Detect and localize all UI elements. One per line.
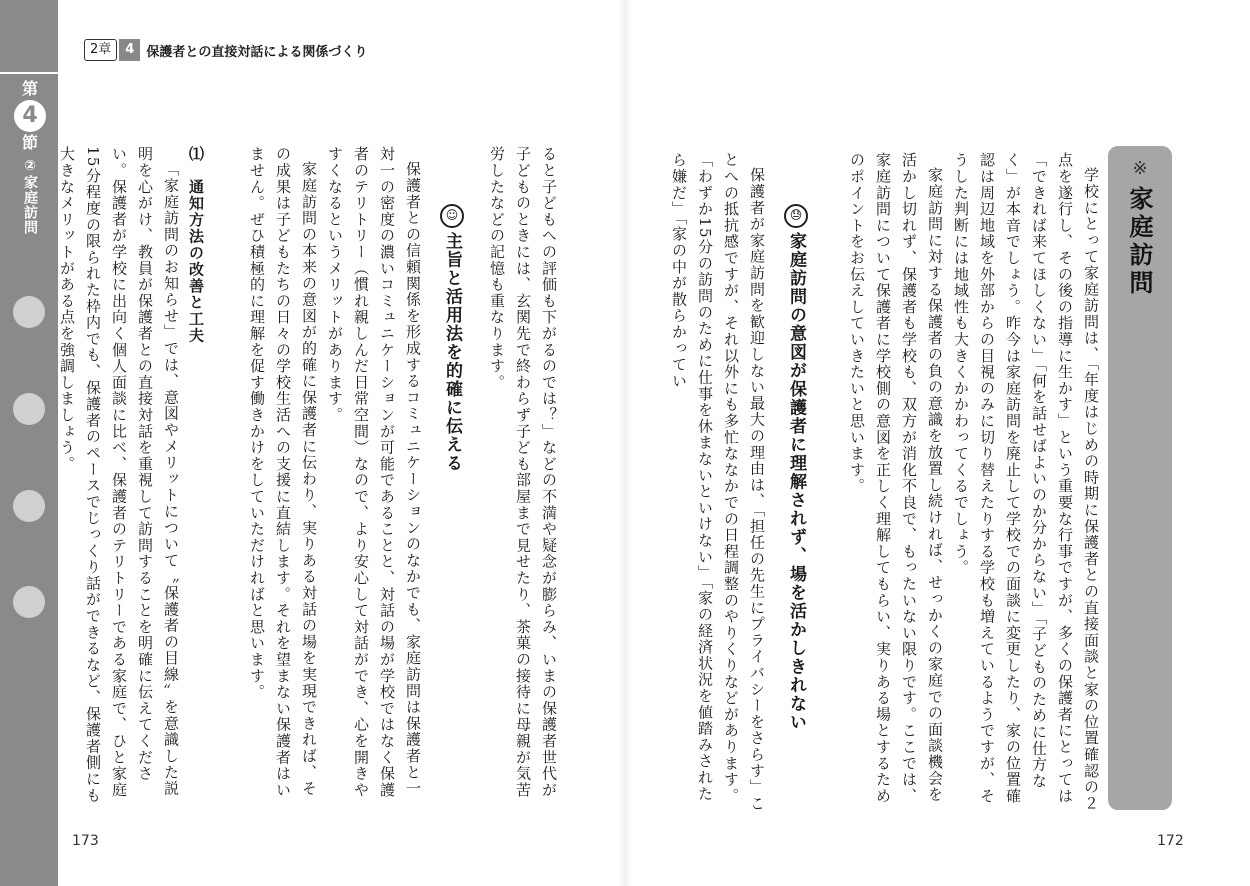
tab-dot [13, 393, 45, 425]
heading-problem [784, 204, 809, 804]
tab-divider [0, 72, 58, 74]
body-paragraph-2a: 保護者との信頼関係を形成するコミュニケーションのなかでも、家庭訪問は保護者と一対一の密度の濃いコミュニケーションが可能であることと、対話の場が学校ではなく保護者のテリトリー（慣れ親しんだ日常空間）なので、より安心して対話ができ、心を開きやすくなるというメリットがあります。 [326, 146, 422, 798]
intro-paragraph-2: 家庭訪問に対する保護者の負の意識を放置し続ければ、せっかくの家庭での面談機会を活かし切れず、保護者も学校も、双方が消化不良で、もったいない限りです。ここでは、家庭訪問について保護者に学校側の意図を正しく理解してもらい、実りある場とするためのポイントをお伝えしていきたいと思います。 [848, 152, 944, 804]
page-title-box [1108, 146, 1172, 810]
subheading-notification: ⑴ 通知方法の改善と工夫 [187, 146, 205, 344]
spine-shadow [618, 0, 632, 886]
page-number-right: 172 [1157, 833, 1184, 849]
right-intro-text [842, 152, 1104, 812]
body-paragraph-3: 「家庭訪問のお知らせ」では、意図やメリットについて〝保護者の目線〟を意識した説明を心がけ、教員が保護者との直接対話を重視して訪問することを明確に伝えてください。保護者が学校に出向く個人面談に比べ、保護者のテリトリーである家庭で、ひと家庭15分程度の限られた枠内でも、保護者のペースでじっくり話ができるなど、保護者側にも大きなメリットがある点を強調しましょう。 [58, 146, 180, 804]
section-dai: 第 [21, 79, 38, 98]
heading-solution [440, 204, 465, 804]
page-number-left: 173 [72, 833, 99, 849]
header-section-number: 4 [119, 39, 140, 61]
left-continued-text [482, 146, 562, 806]
heading-solution-text: 主旨と活用法を的確に伝える [442, 232, 462, 473]
title-ornament-icon: ※ [1132, 158, 1148, 179]
left-body-text-2 [58, 146, 184, 806]
intro-paragraph-1: 学校にとって家庭訪問は、「年度はじめの時期に保護者との直接面談と家の位置確認の２点を遂行し、その後の指導に生かす」という重要な行事ですが、多くの保護者にとっては「できれば来てほしくない」「何を話せばよいのか分からない」「子どものために仕方なく」が本音でしょう。昨今は家庭訪問を廃止して学校での面談に変更したり、家の位置確認は周辺地域を外部からの目視のみに切り替えたりする学校も増えているようですが、そうした判断には地域性も大きくかかわってくるでしょう。 [952, 152, 1100, 812]
continued-paragraph: ると子どもへの評価も下がるのでは？」などの不満や疑念が膨らみ、いまの保護者世代が子どものときには、玄関先で終わらず子ども部屋まで見せたり、茶菓の接待に母親が気苦労したなどの記憶も重なります。 [488, 146, 558, 798]
worried-face-icon: 😓 [784, 204, 808, 228]
body-paragraph-1: 保護者が家庭訪問を歓迎しない最大の理由は、「担任の先生にプライバシーをさらす」ことへの抵抗感ですが、それ以外にも多忙ななかでの日程調整のやりくりなどがあります。「わずか15分の訪問のために仕事を休まないといけない」「家の経済状況を値踏みされたら嫌だ」「家の中が散らかってい [670, 152, 766, 812]
section-mark [8, 80, 52, 152]
page-title: 家庭訪問 [1125, 186, 1153, 298]
smiling-face-icon: ☺ [440, 204, 464, 228]
section-tab-strip [0, 0, 58, 886]
running-header [84, 39, 367, 61]
body-paragraph-2b: 家庭訪問の本来の意図が的確に保護者に伝わり、実りある対話の場を実現できれば、その成果は子どもたちの日々の学校生活への支援に直結します。それを望まない保護者はいません。ぜひ積極的に理解を促す働きかけをしていただければと思います。 [248, 146, 318, 798]
heading-problem-text: 家庭訪問の意図が保護者に理解されず、場を活かしきれない [786, 232, 806, 732]
section-setsu: 節 [21, 133, 38, 152]
left-body-text [236, 146, 426, 806]
right-body-text [670, 152, 770, 812]
tab-dot [13, 296, 45, 328]
header-chapter: 2章 [84, 39, 117, 61]
header-title: 保護者との直接対話による関係づくり [146, 44, 368, 60]
section-number: 4 [14, 100, 46, 132]
section-subtitle: ②家庭訪問 [22, 158, 38, 235]
tab-dot [13, 490, 45, 522]
tab-dot [13, 586, 45, 618]
